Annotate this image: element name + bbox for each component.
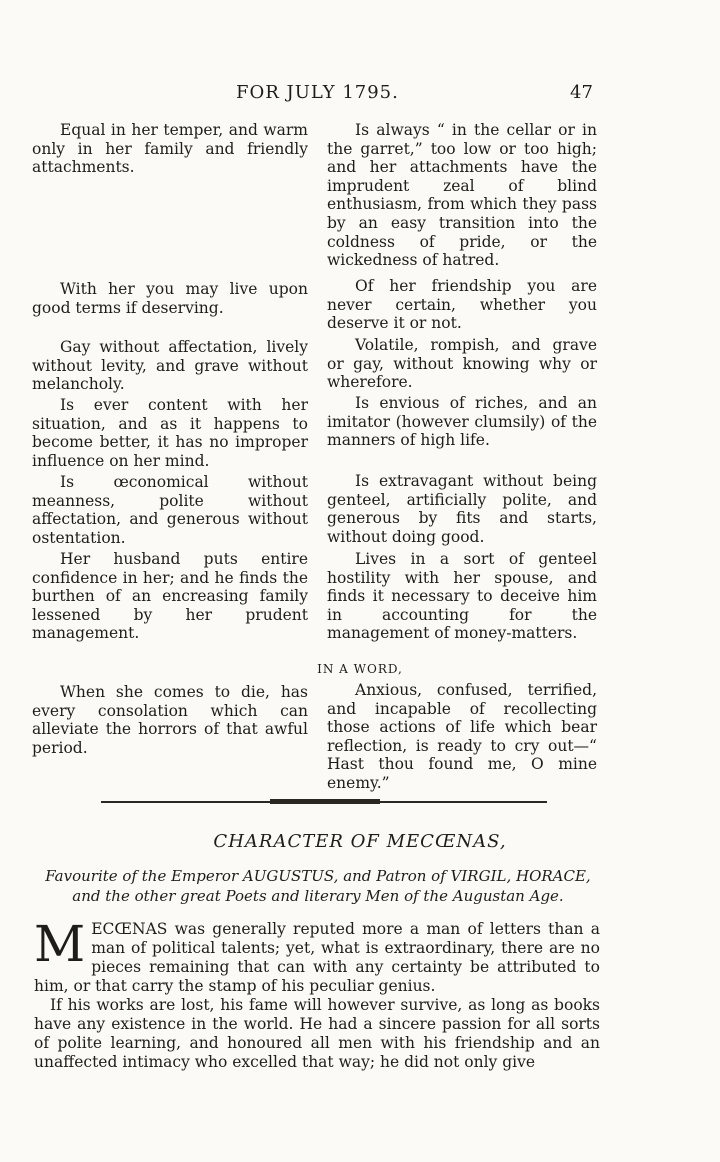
drop-cap: M bbox=[34, 915, 86, 973]
article-subtitle-line2: and the other great Poets and literary Men of the Augustan Age. bbox=[72, 887, 564, 905]
right-conclusion: Anxious, confused, terrified, and incapable of recollecting those actions of life which bear reflection, is ready to cry out—“ Hast thou found me, O mine enemy.” bbox=[327, 681, 597, 792]
article-subtitle bbox=[34, 866, 602, 906]
article-subtitle-line1: Favourite of the Emperor AUGUSTUS, and Patron of VIRGIL, HORACE, bbox=[45, 867, 591, 885]
right-item-friendship: Of her friendship you are never certain, whether you deserve it or not. bbox=[327, 277, 597, 333]
right-item-volatile: Volatile, rompish, and grave or gay, without knowing why or wherefore. bbox=[327, 336, 597, 392]
right-item-envious: Is envious of riches, and an imitator (however clumsily) of the manners of high life. bbox=[327, 394, 597, 450]
article-title: CHARACTER OF MECŒNAS, bbox=[213, 831, 507, 852]
right-item-extravagant: Is extravagant without being genteel, artificially polite, and generous by fits and starts, without doing good. bbox=[327, 472, 597, 546]
running-title: FOR JULY 1795. bbox=[236, 82, 399, 103]
in-a-word-heading: IN A WORD, bbox=[317, 662, 403, 676]
left-item-economical: Is œconomical without meanness, polite without affectation, and generous without ostentation. bbox=[32, 473, 308, 547]
left-item-husband: Her husband puts entire confidence in her; and he finds the burthen of an encreasing family lessened by her prudent management. bbox=[32, 550, 308, 643]
running-header bbox=[0, 82, 720, 106]
article-body bbox=[34, 915, 600, 1072]
left-conclusion: When she comes to die, has every consolation which can alleviate the horrors of that awful period. bbox=[32, 683, 308, 757]
left-item-gay: Gay without affectation, lively without levity, and grave without melancholy. bbox=[32, 338, 308, 394]
article-paragraph-1-text: ECŒNAS was generally reputed more a man of letters than a man of political talents; yet, what is extraordinary, there are no pieces remaining that can with any certainty be attributed to him, or that carry the stamp of his peculiar genius. bbox=[34, 920, 600, 995]
article-paragraph-2: If his works are lost, his fame will however survive, as long as books have any existence in the world. He had a sincere passion for all sorts of polite learning, and honoured all men with his friendship and an unaffected intimacy who excelled that way; he did not only give bbox=[34, 996, 600, 1071]
page-number: 47 bbox=[570, 82, 593, 103]
left-item-temper: Equal in her temper, and warm only in her family and friendly attachments. bbox=[32, 121, 308, 177]
left-item-content: Is ever content with her situation, and as it happens to become better, it has no improper influence on her mind. bbox=[32, 396, 308, 470]
left-item-terms: With her you may live upon good terms if deserving. bbox=[32, 280, 308, 317]
section-divider-ornament bbox=[270, 799, 380, 804]
right-item-hostility: Lives in a sort of genteel hostility with her spouse, and finds it necessary to deceive him in accounting for the management of money-matters. bbox=[327, 550, 597, 643]
article-paragraph-1 bbox=[34, 915, 600, 996]
right-item-temper: Is always “ in the cellar or in the garret,” too low or too high; and her attachments have the imprudent zeal of blind enthusiasm, from which they pass by an easy transition into the coldness of pride, or the wickedness of hatred. bbox=[327, 121, 597, 270]
